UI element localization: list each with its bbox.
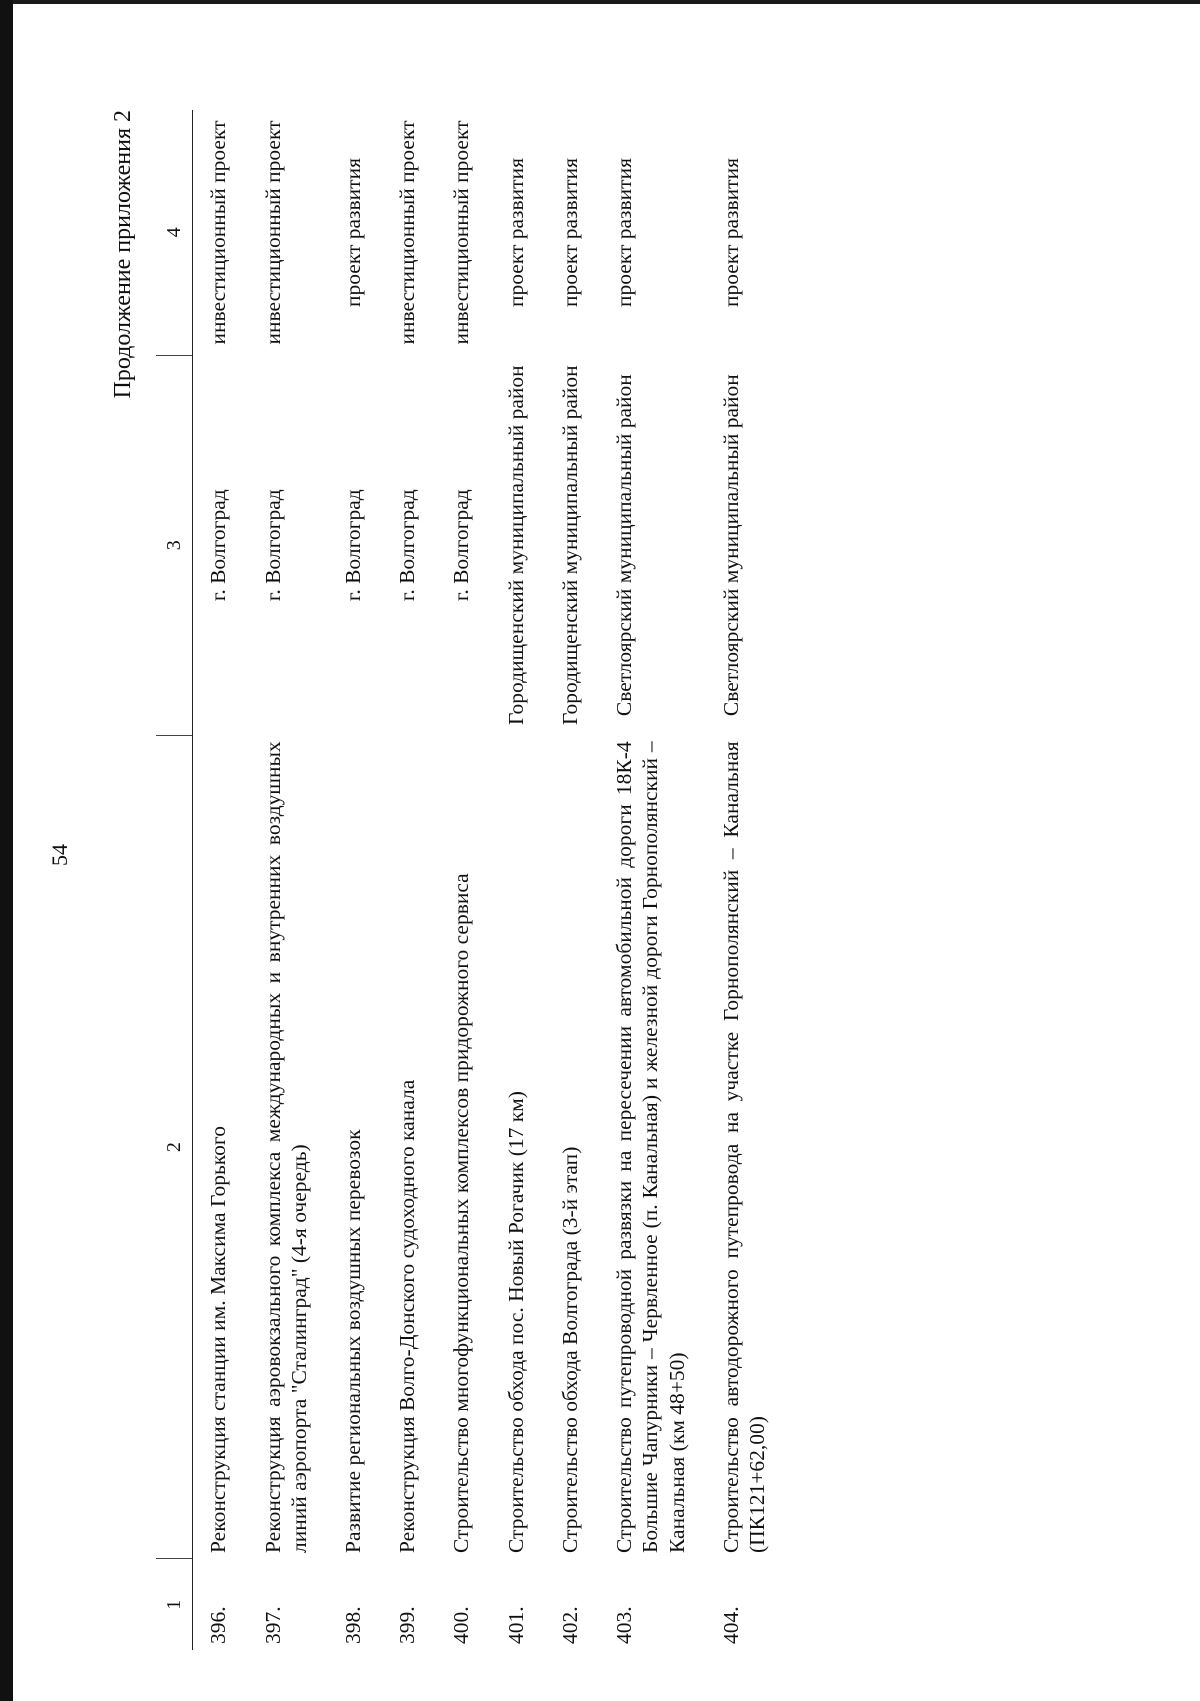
project-title: Строительство многофункциональных комплексов придорожного сервиса <box>449 873 474 1553</box>
projects-table <box>156 110 786 1650</box>
table-row <box>491 110 545 1650</box>
scan-edge-top <box>0 0 1200 4</box>
municipality: Светлоярский муниципальный район <box>612 374 637 717</box>
project-title: Строительство автодорожного путепровода на участке Горнополянский – Канальная (ПК121+62,00) <box>718 741 770 1553</box>
municipality: Светлоярский муниципальный район <box>718 374 743 717</box>
table-header-row <box>156 110 193 1650</box>
municipality: г. Волгоград <box>449 489 474 602</box>
scan-edge-left <box>0 0 13 1701</box>
table-row <box>193 110 248 1650</box>
table-row <box>382 110 436 1650</box>
project-type: проект развития <box>718 158 743 307</box>
project-type: инвестиционный проект <box>260 120 285 345</box>
table-row <box>599 110 706 1650</box>
row-number: 402. <box>557 1606 582 1644</box>
row-number: 404. <box>718 1606 743 1644</box>
project-title: Реконструкция аэровокзального комплекса международных и внутренних воздушных линий аэропорта "Сталинград" (4-я очередь) <box>260 741 311 1553</box>
row-number: 401. <box>503 1606 528 1644</box>
table-row <box>436 110 490 1650</box>
table-row <box>545 110 599 1650</box>
row-number: 403. <box>612 1606 637 1644</box>
column-header: 4 <box>156 110 193 355</box>
municipality: г. Волгоград <box>260 489 285 602</box>
document-page <box>110 110 1110 1650</box>
project-title: Реконструкция станции им. Максима Горького <box>206 1126 231 1553</box>
row-number: 398. <box>341 1606 366 1644</box>
column-header: 3 <box>156 355 193 735</box>
column-header: 1 <box>156 1559 193 1650</box>
project-title: Строительство обхода Волгограда (3-й этап) <box>557 1146 582 1553</box>
appendix-caption: Продолжение приложения 2 <box>110 110 136 399</box>
project-type: проект развития <box>341 158 366 307</box>
table-row <box>248 110 328 1650</box>
table-row <box>706 110 786 1650</box>
municipality: Городищенский муниципальный район <box>503 365 528 725</box>
row-number: 397. <box>260 1606 285 1644</box>
project-type: проект развития <box>503 158 528 307</box>
page-number: 54 <box>47 844 72 866</box>
municipality: г. Волгоград <box>206 489 231 602</box>
row-number: 400. <box>449 1606 474 1644</box>
project-type: инвестиционный проект <box>395 120 420 345</box>
project-type: проект развития <box>557 158 582 307</box>
project-type: инвестиционный проект <box>449 120 474 345</box>
municipality: г. Волгоград <box>341 489 366 602</box>
project-type: инвестиционный проект <box>206 120 231 345</box>
column-header: 2 <box>156 735 193 1559</box>
table-row <box>328 110 382 1650</box>
project-title: Развитие региональных воздушных перевозок <box>341 1129 366 1553</box>
project-type: проект развития <box>612 158 637 307</box>
row-number: 399. <box>395 1606 420 1644</box>
municipality: г. Волгоград <box>395 489 420 602</box>
municipality: Городищенский муниципальный район <box>557 365 582 725</box>
row-number: 396. <box>206 1606 231 1644</box>
project-title: Строительство обхода пос. Новый Рогачик (17 км) <box>503 1091 528 1553</box>
project-title: Реконструкция Волго-Донского судоходного канала <box>395 1079 420 1553</box>
project-title: Строительство путепроводной развязки на пересечении автомобильной дороги 18К-4 Большие Чапурники – Червленное (п. Канальная) и железной дороги Горнополянский – Канальная (км 48+50) <box>612 741 689 1553</box>
